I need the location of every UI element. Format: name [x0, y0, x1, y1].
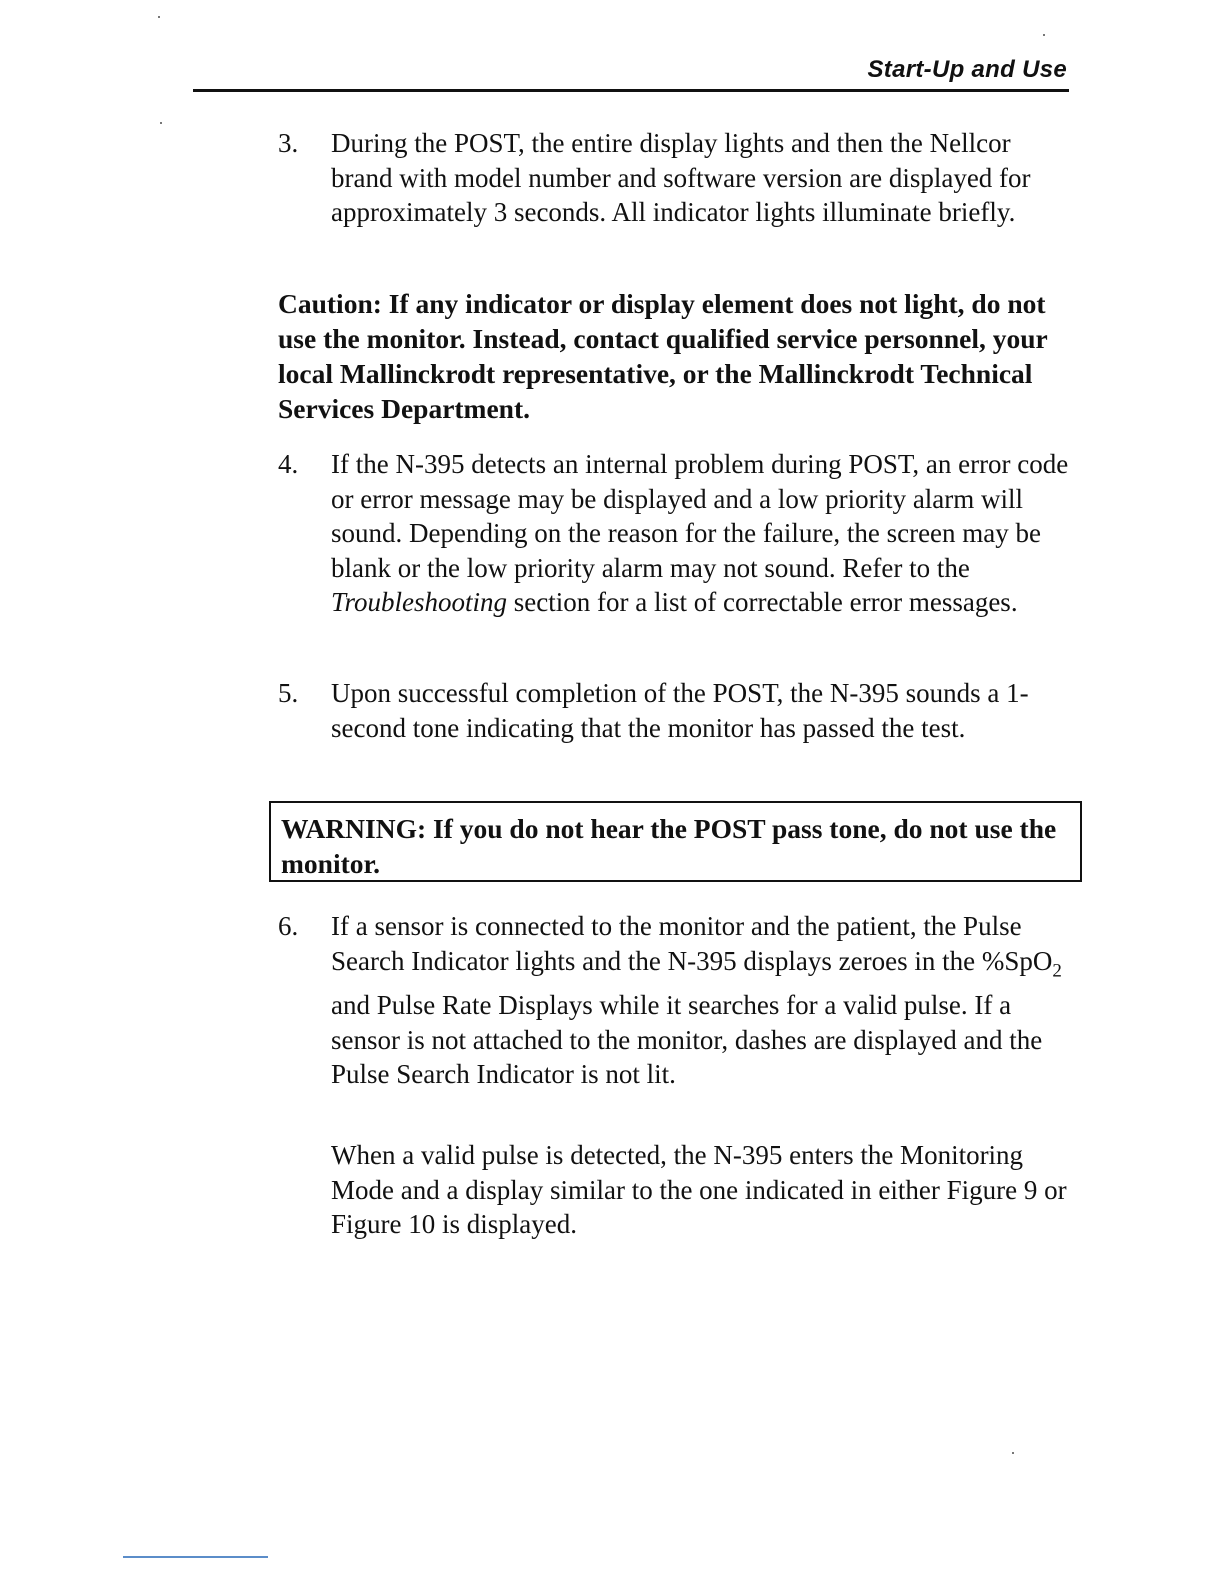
scan-speck [158, 16, 160, 18]
scan-speck [1043, 34, 1045, 36]
caution-notice: Caution: If any indicator or display element does not light, do not use the monitor. Instead, contact qualified service personnel, your local Mallinckrodt representative, or the Mallinckrodt Technical Services Department. [278, 288, 1048, 424]
step-4 [278, 447, 1078, 620]
warning-box [269, 801, 1082, 882]
step-text: If the N-395 detects an internal problem during POST, an error code or error message may be displayed and a low priority alarm will sound. Depending on the reason for the failure, the screen may be blank or the low priority alarm may not sound. Refer to the Troubleshooting section for a list of correctable error messages. [331, 449, 1069, 617]
step-3 [278, 126, 1078, 230]
step-number: 4. [278, 449, 299, 479]
step-text: During the POST, the entire display lights and then the Nellcor brand with model number and software version are displayed for approximately 3 seconds. All indicator lights illuminate briefly. [331, 128, 1031, 227]
section-title: Start-Up and Use [867, 56, 1067, 83]
step-text: Upon successful completion of the POST, the N-395 sounds a 1-second tone indicating that the monitor has passed the test. [331, 678, 1029, 743]
step-5 [278, 676, 1078, 745]
scan-speck [160, 122, 162, 124]
closing-paragraph [278, 1138, 1078, 1242]
step-number: 5. [278, 678, 299, 708]
footer-rule [123, 1556, 268, 1558]
page-header [193, 52, 1069, 92]
step-number: 3. [278, 128, 299, 158]
warning-text: WARNING: If you do not hear the POST pass tone, do not use the monitor. [281, 813, 1057, 879]
scan-speck [1012, 1452, 1014, 1454]
paragraph-text: When a valid pulse is detected, the N-395 enters the Monitoring Mode and a display similar to the one indicated in either Figure 9 or Figure 10 is displayed. [331, 1140, 1067, 1239]
step-text: If a sensor is connected to the monitor and the patient, the Pulse Search Indicator lights and the N-395 displays zeroes in the %SpO$_2$ and Pulse Rate Displays while it searches for a valid pulse. If a sensor is not attached to the monitor, dashes are displayed and the Pulse Search Indicator is not lit. [331, 911, 1062, 1090]
step-number: 6. [278, 911, 299, 941]
troubleshooting-reference: Troubleshooting [331, 587, 508, 617]
step-6 [278, 909, 1078, 1092]
